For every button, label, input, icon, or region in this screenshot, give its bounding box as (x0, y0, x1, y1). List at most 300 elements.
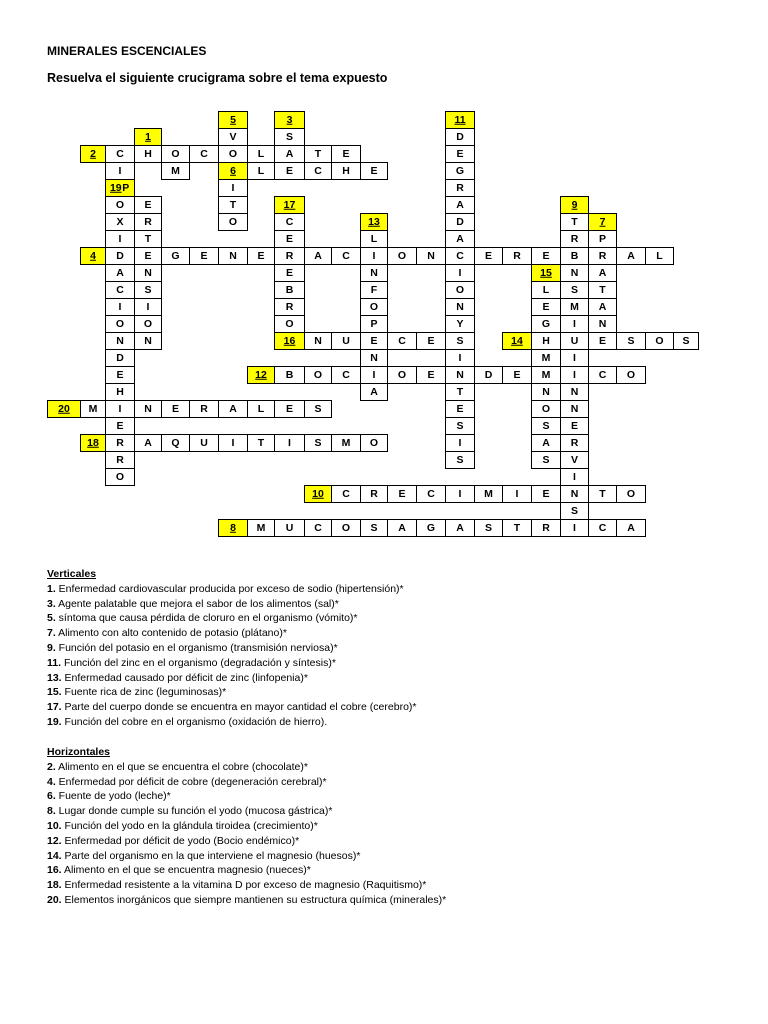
crossword-cell (247, 434, 275, 452)
crossword-cell (331, 162, 361, 180)
crossword-letter: I (118, 164, 122, 177)
crossword-number-cell (502, 332, 532, 350)
crossword-cell (387, 332, 417, 350)
clue-line-text: Enfermedad cardiovascular producida por exceso de sodio (hipertensión)* (55, 582, 404, 595)
clue-line-text: Enfermedad por déficit de cobre (degeneración cerebral)* (55, 775, 327, 788)
crossword-cell (360, 519, 388, 537)
clue-line-number: 18. (47, 879, 62, 892)
crossword-cell (360, 434, 388, 452)
crossword-number-cell (274, 111, 305, 129)
crossword-cell (274, 298, 305, 316)
crossword-letter: E (285, 232, 293, 245)
crossword-letter: T (513, 521, 521, 534)
clue-number: 10 (312, 487, 324, 500)
crossword-letter: P (122, 181, 130, 194)
crossword-cell (189, 247, 219, 265)
crossword-cell (274, 145, 305, 163)
crossword-cell (445, 281, 475, 299)
crossword-cell (105, 196, 135, 214)
crossword-letter: O (626, 368, 636, 381)
clue-number: 3 (286, 113, 293, 126)
crossword-cell (387, 366, 417, 384)
crossword-cell (105, 417, 135, 435)
crossword-letter: U (200, 436, 208, 449)
clue-line-number: 17. (47, 701, 62, 714)
crossword-cell (189, 145, 219, 163)
crossword-letter: O (626, 487, 636, 500)
crossword-letter: S (456, 453, 464, 466)
crossword-letter: I (573, 351, 576, 364)
crossword-letter: S (314, 402, 322, 415)
clue-line (47, 834, 446, 849)
crossword-letter: P (598, 232, 606, 245)
clue-line-number: 9. (47, 641, 56, 654)
crossword-letter: I (573, 521, 576, 534)
crossword-letter: V (229, 130, 237, 143)
crossword-letter: F (370, 283, 378, 296)
crossword-letter: D (484, 368, 493, 381)
crossword-letter: I (458, 436, 462, 449)
crossword-letter: S (570, 504, 578, 517)
crossword-letter: N (116, 334, 124, 347)
crossword-cell (218, 179, 248, 197)
crossword-letter: S (144, 283, 152, 296)
crossword-letter: I (372, 249, 376, 262)
crossword-letter: A (598, 300, 607, 313)
clue-number: 14 (511, 334, 523, 347)
clue-line-text: Función del zinc en el organismo (degradación y síntesis)* (61, 656, 336, 669)
clue-line-number: 16. (47, 864, 62, 877)
crossword-cell (502, 366, 532, 384)
crossword-letter: N (456, 300, 464, 313)
crossword-letter: N (542, 385, 550, 398)
crossword-letter: A (116, 266, 124, 279)
clue-line-text: Parte del cuerpo donde se encuentra en mayor cantidad el cobre (cerebro)* (61, 701, 417, 714)
crossword-letter: O (313, 368, 323, 381)
crossword-cell (673, 332, 699, 350)
clue-line-text: Alimento con alto contenido de potasio (plátano)* (55, 627, 287, 640)
crossword-cell (360, 366, 388, 384)
clue-line (47, 819, 446, 834)
crossword-letter: G (426, 521, 436, 534)
crossword-letter: X (116, 215, 124, 228)
crossword-letter: T (599, 487, 606, 500)
crossword-letter: C (285, 215, 294, 228)
crossword-cell (445, 451, 475, 469)
crossword-cell (616, 519, 646, 537)
crossword-cell (474, 247, 503, 265)
crossword-letter: A (542, 436, 550, 449)
clue-number: 7 (599, 215, 606, 228)
crossword-number-cell (218, 162, 248, 180)
crossword-cell (560, 434, 589, 452)
clue-line (47, 893, 446, 908)
crossword-number-cell (588, 213, 617, 231)
crossword-letter: O (397, 249, 407, 262)
crossword-letter: S (370, 521, 378, 534)
document-title: MINERALES ESCENCIALES (47, 44, 207, 58)
crossword-cell (560, 366, 589, 384)
crossword-letter: A (229, 402, 237, 415)
crossword-cell (588, 264, 617, 282)
crossword-cell (304, 366, 332, 384)
clue-number: 20 (58, 402, 70, 415)
crossword-number-cell (134, 128, 162, 146)
crossword-cell (560, 264, 589, 282)
crossword-letter: S (314, 436, 322, 449)
clue-number: 18 (87, 436, 99, 449)
crossword-letter: S (542, 453, 550, 466)
crossword-cell (189, 400, 219, 418)
vertical-clues-header: Verticales (47, 568, 97, 580)
crossword-number-cell (218, 111, 248, 129)
crossword-number-cell (445, 111, 475, 129)
clue-line (47, 597, 417, 612)
crossword-letter: O (115, 470, 125, 483)
clue-line (47, 789, 446, 804)
crossword-letter: T (571, 215, 578, 228)
crossword-letter: I (231, 436, 235, 449)
clue-line (47, 626, 417, 641)
crossword-letter: I (573, 317, 576, 330)
crossword-letter: R (570, 232, 579, 245)
clue-line-number: 4. (47, 775, 56, 788)
crossword-cell (588, 519, 617, 537)
crossword-cell (560, 298, 589, 316)
crossword-letter: B (285, 368, 294, 381)
crossword-letter: O (115, 317, 125, 330)
crossword-letter: U (570, 334, 579, 347)
crossword-cell (274, 247, 305, 265)
crossword-letter: B (570, 249, 579, 262)
clue-number: 11 (454, 113, 466, 126)
clue-line-text: Fuente de yodo (leche)* (55, 790, 171, 803)
crossword-letter: C (314, 164, 322, 177)
crossword-cell (331, 247, 361, 265)
crossword-cell (560, 315, 589, 333)
crossword-number-cell (360, 213, 388, 231)
crossword-cell (331, 434, 361, 452)
horizontal-clues (47, 745, 446, 908)
crossword-letter: O (228, 215, 238, 228)
crossword-cell (274, 315, 305, 333)
crossword-number-cell (274, 196, 305, 214)
crossword-letter: T (599, 283, 606, 296)
crossword-letter: O (455, 283, 465, 296)
crossword-cell (105, 332, 135, 350)
crossword-cell (560, 213, 589, 231)
crossword-cell (445, 162, 475, 180)
crossword-letter: C (427, 487, 435, 500)
clue-line (47, 656, 417, 671)
crossword-cell (331, 332, 361, 350)
crossword-letter: H (542, 334, 550, 347)
crossword-letter: O (369, 300, 379, 313)
clue-line (47, 863, 446, 878)
crossword-cell (445, 349, 475, 367)
crossword-cell (105, 315, 135, 333)
crossword-cell (616, 247, 646, 265)
crossword-cell (531, 281, 561, 299)
crossword-cell (445, 417, 475, 435)
clue-line-text: Enfermedad causado por déficit de zinc (linfopenia)* (61, 671, 308, 684)
crossword-cell (588, 315, 617, 333)
crossword-cell (360, 247, 388, 265)
crossword-letter: T (229, 198, 237, 211)
clue-line-number: 14. (47, 849, 62, 862)
crossword-letter: E (144, 249, 152, 262)
crossword-cell (445, 230, 475, 248)
crossword-cell (588, 485, 617, 503)
clue-number: 15 (540, 266, 552, 279)
clue-line-number: 3. (47, 597, 56, 610)
crossword-letter: S (542, 419, 550, 432)
crossword-cell (445, 485, 475, 503)
crossword-cell (247, 400, 275, 418)
crossword-letter: M (541, 351, 551, 364)
crossword-number-cell (47, 400, 81, 418)
crossword-cell (331, 366, 361, 384)
clue-number: 5 (230, 113, 236, 126)
crossword-cell (616, 366, 646, 384)
crossword-cell (304, 332, 332, 350)
crossword-letter: S (627, 334, 635, 347)
clue-line-number: 8. (47, 805, 56, 818)
crossword-cell (218, 213, 248, 231)
crossword-letter: C (200, 147, 208, 160)
clue-line-number: 19. (47, 715, 62, 728)
crossword-letter: O (655, 334, 664, 347)
crossword-letter: S (570, 283, 578, 296)
crossword-letter: S (484, 521, 492, 534)
crossword-letter: I (573, 368, 576, 381)
crossword-cell (105, 247, 135, 265)
crossword-letter: D (456, 130, 464, 143)
crossword-letter: E (370, 334, 378, 347)
crossword-cell (134, 332, 162, 350)
crossword-cell (445, 196, 475, 214)
clue-number: 17 (283, 198, 296, 211)
crossword-cell (445, 128, 475, 146)
crossword-cell (560, 230, 589, 248)
crossword-letter: R (285, 249, 294, 262)
crossword-cell (105, 145, 135, 163)
crossword-cell (360, 230, 388, 248)
crossword-letter: O (369, 436, 379, 449)
crossword-cell (331, 145, 361, 163)
clue-number: 12 (255, 368, 267, 381)
crossword-letter: G (171, 249, 180, 262)
clue-number: 8 (230, 521, 236, 534)
crossword-letter: C (598, 521, 607, 534)
crossword-cell (218, 400, 248, 418)
crossword-letter: I (118, 402, 122, 415)
crossword-letter: R (144, 215, 152, 228)
clue-line (47, 775, 446, 790)
clue-line-number: 10. (47, 819, 62, 832)
crossword-cell (218, 247, 248, 265)
crossword-cell (360, 298, 388, 316)
crossword-letter: A (456, 198, 464, 211)
clue-line-number: 12. (47, 834, 62, 847)
crossword-cell (80, 400, 106, 418)
crossword-letter: E (542, 249, 550, 262)
crossword-cell (218, 145, 248, 163)
crossword-cell (304, 162, 332, 180)
crossword-letter: M (541, 368, 551, 381)
crossword-letter: E (200, 249, 208, 262)
crossword-letter: E (398, 487, 406, 500)
crossword-cell (247, 145, 275, 163)
crossword-letter: I (372, 368, 376, 381)
crossword-letter: I (288, 436, 291, 449)
crossword-letter: G (455, 164, 465, 177)
crossword-letter: E (144, 198, 152, 211)
crossword-cell (360, 383, 388, 401)
crossword-cell (274, 519, 305, 537)
crossword-cell (161, 400, 190, 418)
clue-number: 9 (571, 198, 578, 211)
crossword-cell (360, 162, 388, 180)
crossword-cell (387, 247, 417, 265)
crossword-letter: N (314, 334, 322, 347)
clue-line (47, 641, 417, 656)
crossword-cell (274, 213, 305, 231)
crossword-letter: V (570, 453, 578, 466)
crossword-letter: O (228, 147, 238, 160)
crossword-cell (105, 468, 135, 486)
crossword-letter: S (682, 334, 690, 347)
crossword-cell (445, 298, 475, 316)
crossword-cell (304, 434, 332, 452)
crossword-number-cell (274, 332, 305, 350)
crossword-cell (588, 298, 617, 316)
crossword-cell (445, 179, 475, 197)
crossword-letter: A (370, 385, 378, 398)
crossword-letter: I (118, 300, 122, 313)
crossword-cell (616, 332, 646, 350)
clue-line-number: 1. (47, 582, 56, 595)
crossword-letter: I (573, 470, 576, 483)
crossword-letter: R (285, 300, 294, 313)
crossword-letter: E (598, 334, 606, 347)
crossword-cell (531, 485, 561, 503)
crossword-letter: D (116, 351, 124, 364)
clue-line-text: Enfermedad por déficit de yodo (Bocio endémico)* (61, 834, 300, 847)
crossword-cell (189, 434, 219, 452)
crossword-letter: N (229, 249, 237, 262)
clue-line-number: 13. (47, 671, 62, 684)
crossword-cell (134, 315, 162, 333)
crossword-letter: C (342, 368, 350, 381)
clue-line-text: Función del potasio en el organismo (transmisión nerviosa)* (55, 641, 338, 654)
crossword-letter: A (144, 436, 152, 449)
crossword-letter: R (456, 181, 464, 194)
crossword-cell (331, 519, 361, 537)
crossword-letter: N (370, 266, 378, 279)
crossword-number-cell (80, 434, 106, 452)
crossword-cell (531, 298, 561, 316)
clue-line (47, 685, 417, 700)
crossword-cell (531, 366, 561, 384)
crossword-letter: T (144, 232, 152, 245)
crossword-cell (416, 332, 446, 350)
crossword-cell (560, 485, 589, 503)
crossword-letter: O (541, 402, 551, 415)
clue-line (47, 849, 446, 864)
crossword-letter: C (314, 521, 322, 534)
crossword-letter: D (456, 215, 464, 228)
crossword-cell (105, 281, 135, 299)
crossword-cell (616, 485, 646, 503)
crossword-cell (161, 162, 190, 180)
crossword-letter: O (115, 198, 125, 211)
crossword-cell (445, 264, 475, 282)
crossword-letter: E (285, 402, 293, 415)
crossword-cell (560, 519, 589, 537)
crossword-letter: E (484, 249, 492, 262)
crossword-letter: M (88, 402, 98, 415)
crossword-cell (531, 247, 561, 265)
crossword-cell (247, 247, 275, 265)
clue-line-text: Agente palatable que mejora el sabor de los alimentos (sal)* (55, 597, 339, 610)
crossword-letter: E (427, 334, 435, 347)
crossword-letter: E (542, 300, 550, 313)
clue-line (47, 760, 446, 775)
crossword-letter: C (598, 368, 607, 381)
crossword-letter: U (342, 334, 350, 347)
crossword-cell (304, 519, 332, 537)
crossword-number-cell (218, 519, 248, 537)
crossword-cell (105, 451, 135, 469)
crossword-cell (588, 247, 617, 265)
crossword-letter: N (570, 487, 579, 500)
crossword-cell (416, 366, 446, 384)
crossword-cell (560, 400, 589, 418)
crossword-letter: E (513, 368, 521, 381)
crossword-cell (531, 383, 561, 401)
clue-number: 19 (109, 181, 122, 194)
crossword-cell (560, 468, 589, 486)
crossword-cell (105, 366, 135, 384)
crossword-cell (274, 162, 305, 180)
crossword-cell (445, 145, 475, 163)
crossword-letter: N (456, 368, 464, 381)
clue-line-number: 6. (47, 790, 56, 803)
crossword-cell (331, 485, 361, 503)
crossword-cell (105, 264, 135, 282)
crossword-cell (445, 213, 475, 231)
crossword-letter: N (570, 266, 579, 279)
crossword-cell (134, 434, 162, 452)
crossword-letter: N (144, 266, 152, 279)
crossword-cell (445, 332, 475, 350)
crossword-cell (105, 400, 135, 418)
crossword-cell (134, 213, 162, 231)
crossword-letter: I (118, 232, 122, 245)
crossword-letter: R (542, 521, 550, 534)
crossword-letter: E (116, 419, 124, 432)
crossword-letter: H (116, 385, 124, 398)
crossword-cell (134, 196, 162, 214)
crossword-cell (161, 145, 190, 163)
crossword-cell (588, 281, 617, 299)
clue-number: 13 (368, 215, 380, 228)
crossword-letter: L (257, 402, 265, 415)
crossword-letter: C (342, 487, 350, 500)
crossword-letter: A (598, 266, 607, 279)
crossword-cell (416, 247, 446, 265)
